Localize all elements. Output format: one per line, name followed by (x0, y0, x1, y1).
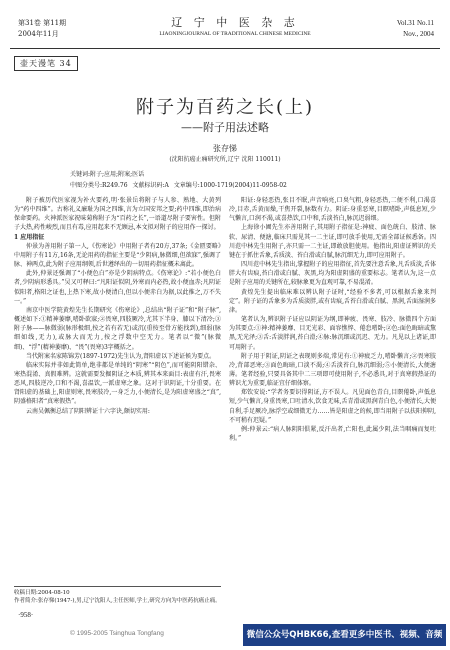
paragraph: 阳证:身轻恶热,张目不眠,声音响亮,口臭气粗,身轻恶热,二便不利,口渴喜冷,目赤,舌黄而燥,干焦开裂,脉数有力。阴证:身重恶寒,目瞑嗜卧,声低息短,少气懒言,口润不渴,或喜热饮,口中和,舌淡苔白,脉沉迟弱细。 (229, 197, 436, 223)
paragraph: 附子被历代医家视为补火要药,明·张景岳将附子与人参、熟地、大黄列为“药中四维”。古称礼义廉耻为国之四维,言为立国安邦之要;药中四维,即治病保命要药。火神派医家祝味菊称附子为“百药之长”,一语道尽附子要害性。但附子大热,药性峻烈,而且有毒,应用起来不无顾忌,本文拟对附子的应用作一探讨。 (14, 197, 221, 232)
header-center (120, 16, 350, 38)
keywords: 关键词:附子;应用;附案;医话 (70, 171, 145, 178)
page-number: ·958· (18, 611, 34, 619)
author: 张存悌 (213, 144, 237, 153)
footnote-author: 作者简介:张存悌(1947-),男,辽宁沈阳人,主任医师,学士,研究方向为中医药抗癌止痛。 (14, 598, 221, 604)
column-tag: 壶天漫笔 34 (14, 56, 78, 71)
paragraph: 附子用于阴证,阴证之表现则多端,常见有:①神疲乏力,嗜卧懒言;②畏寒肢冷,背部恶寒;③面色晦暗,口淡不渴;④舌淡苔白,脉沉细弱;⑤小便清长,大便溏薄。笔者经验,只要具备其中二三项即可使用附子,不必悉具,对于真寒假热证的辨识尤为重要,临证宜仔细体察。 (229, 352, 436, 388)
footnote-received: 收稿日期:2004-08-10 (14, 590, 70, 596)
paragraph: 临床实际并非如此简单,绝非都是单纯的“阴寒”“阴色”,而可能阴阳错杂、寒热混淆、真假难辨。这就需要发掘阴证之本质,辨其本来面目:表虚有汗,畏寒恶风,四肢逆冷,口和不渴,喜温饮,一派虚寒之象。这对于识阴证,十分重要。在肾阳虚的基础上,阳虚则寒,畏寒肢冷,一身乏力,小便清长,是为阳虚寒盛之“真”,阴盛格阳者“真寒假热”。 (14, 361, 221, 406)
header-left (18, 18, 66, 40)
paragraph: 仲景为善用附子第一人,《伤寒论》中用附子者有20方,37条;《金匮要略》中用附子有11方,16条,无论用药的指征主要是“少阴病,脉微细,但欲寐”,强调了脉、神两点,此为附子应用纲领,后世遵绎出的一切用药指征概未离此。 (14, 242, 221, 269)
article-title: 附子为百药之长(上) (135, 97, 315, 118)
paragraph: 云南吴佩衡总结了阴阳辨证十六字诀,颇切实用: (26, 407, 150, 415)
right-column (229, 196, 436, 580)
paragraph: 例:仲景云:“病人脉阴阳俱紧,反汗出者,亡阳也,此属少阴,法当咽痛而复吐利。” (229, 425, 436, 443)
date-en: Nov., 2004 (403, 30, 434, 38)
article-subtitle: ——附子用法述略 (181, 121, 269, 134)
header-right (397, 18, 434, 40)
copyright: © 1995-2005 Tsinghua Tongfang (70, 630, 164, 637)
paragraph: 上海徐小圃先生亦善用附子,其用附子指征是:神疲、面色㿠白、肢清、脉软、尿清、便溏,临床只需见其一二主证,即可放手使用,无需全部证候悉备。四川范中林先生用附子,亦只需一二主证,即敢放胆使用。他指出,阳虚证辨识的关键在于抓住舌象,舌质淡、苔白滑或白腻,脉沉细无力,即可应用附子。 (229, 224, 436, 259)
section-heading: 1 应用指征 (14, 233, 45, 241)
left-column (14, 196, 221, 580)
watermark-banner: 微信公众号QHBK66,查看更多中医书、视频、音频 (243, 624, 446, 646)
journal-title-en: LIAONINGJOURNAL OF TRADITIONAL CHINESE MEDICINE (159, 31, 311, 37)
journal-title-cn: 辽 宁 中 医 杂 志 (171, 16, 299, 29)
paragraph: 笔者认为,辨识附子证应以阴证为纲,即神疲、畏寒、肢冷、脉微四个方面为其要点:①神:精神萎靡、目无光彩、面容憔悴、倦怠嗜卧;②色:面色晦暗或黧黑,无光泽;③舌:舌淡胖润,苔白滑;④脉:脉沉细或沉迟、无力。凡见以上诸证,即可用附子。 (229, 316, 436, 351)
vol-en: Vol.31 No.11 (396, 19, 434, 27)
paragraph: 黄煌先生提出临床难以辨认附子证时,“经验不多者,可以根据舌象来判定”。附子证的舌象多为舌质淡胖,或有齿痕,舌苔白滑或白腻、黑润,舌面湿润多津。 (229, 288, 436, 314)
paragraph: 此外,仲景还强调了“小便色白”亦是少阴病特点。《伤寒论》:“若小便色白者,少阴病形悉具。”吴又可释曰:“凡阳证似阴,外寒而内必热,故小便血赤;凡阴证似阳者,格阳之证也,上热下寒,故小便清白,但以小便赤白为据,以此推之,万不失一。” (14, 270, 221, 305)
classification: 中图分类号:R249.76 文献标识码:A 文章编号:1000-1719(2004)11-0958-02 (70, 182, 287, 189)
paragraph: 郑钦安说:“学者务要识得阴证,方不误人。凡见面色青白,目瞑倦卧,声低息短,少气懒言,身重畏寒,口吐清水,饮食无味,舌青滑或黑润青白色,小便清长,大便自利,手足厥冷,脉浮空或细微无力……皆是阳虚之的候,即当用附子以扶阳抑阴,不可稍有迟疑。” (229, 389, 436, 424)
paragraph: 当代附案名家陈锦芳(1897-1972)先生认为,肾阳虚以下述证候为要点。 (26, 352, 216, 360)
issue-cn: 第31卷 第11期 (18, 19, 67, 27)
journal-header (10, 14, 440, 49)
date-cn: 2004年11月 (18, 30, 59, 38)
paragraph: 南京中医学院黄煌先生长期研究《伤寒论》,总结出“附子证”和“附子脉”,概述如下:①精神萎靡,嗜卧欲寐;②畏寒,四肢厥冷,尤其下半身、膝以下清冷;③附子脉——脉微弱(脉形极细,按之若有若无)或沉(重按至骨方能找到),细弱(脉细如线,无力),或脉大而无力,按之浮数中空无力。笔者以“微”(脉微细)、“浮”(精神萎靡)、“畏”(畏寒)3字概括之。 (14, 306, 221, 351)
affiliation: (沈阳抗癌止痛研究所,辽宁 沈阳 110011) (169, 156, 281, 163)
paragraph: 四川范中林先生指出,掌握附子的应用指征,首先要注意舌象,凡舌质淡,舌体胖大有齿痕,苔白滑或白腻、灰黑,均为阳虚阴盛的重要标志。笔者认为,这一点是附子应用的关键所在,较脉象更为直观可靠,不易混淆。 (229, 261, 436, 287)
footnote (14, 586, 221, 605)
